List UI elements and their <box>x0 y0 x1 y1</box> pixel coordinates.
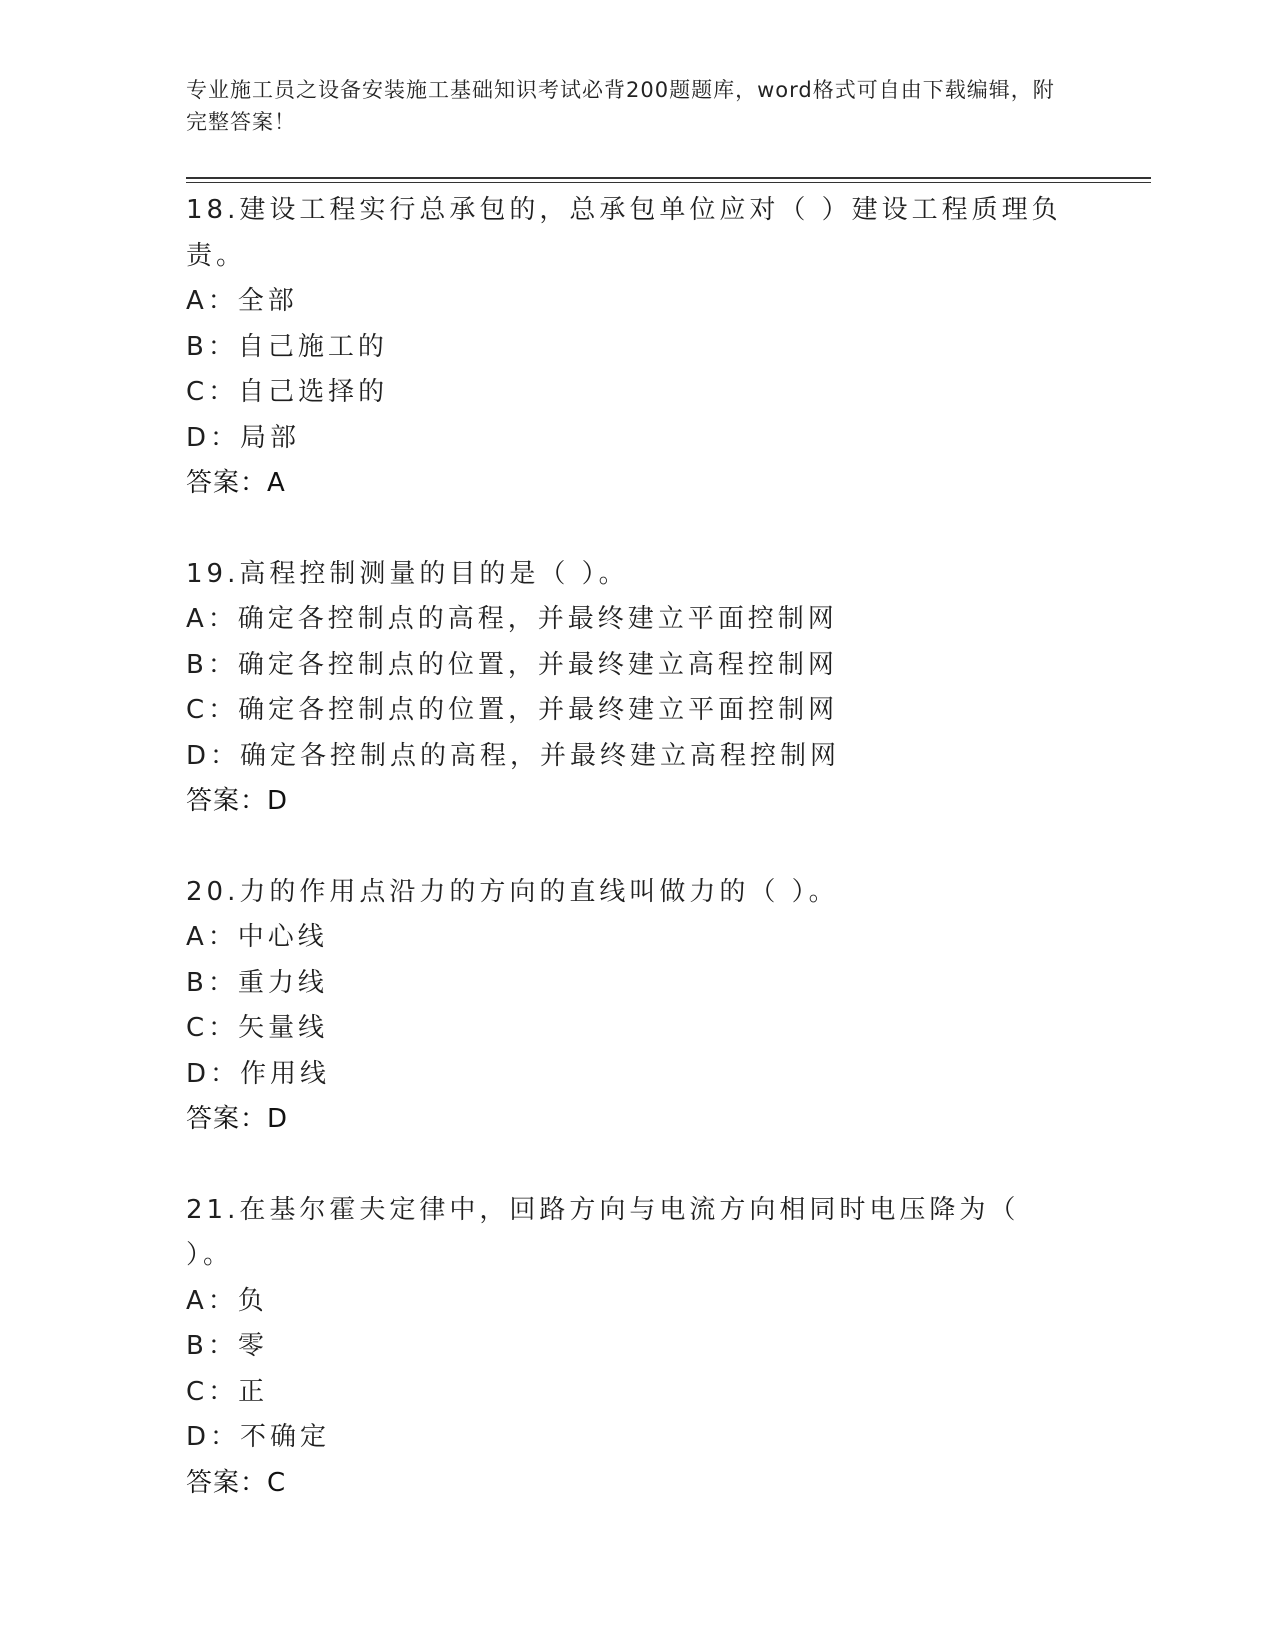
answer-value: C <box>267 1467 287 1498</box>
option-d: D：局部 <box>186 422 301 453</box>
answer-label: 答案： <box>186 1467 268 1498</box>
option-a: A：中心线 <box>186 922 328 952</box>
answer-line <box>186 779 1086 825</box>
question-stem: 18.建设工程实行总承包的，总承包单位应对（ ）建设工程质理负责。 <box>186 195 1062 271</box>
answer-label: 答案： <box>186 468 268 498</box>
answer-value: D <box>267 1104 289 1134</box>
option-d: D：作用线 <box>186 1058 331 1089</box>
question-21 <box>186 1188 1086 1507</box>
answer-label: 答案： <box>186 786 268 816</box>
answer-line <box>186 1097 1086 1143</box>
option-c: C：矢量线 <box>186 1013 329 1043</box>
answer-value: D <box>267 786 289 816</box>
option-b: B：自己施工的 <box>186 331 388 362</box>
answer-value: A <box>267 468 286 498</box>
option-a: A：确定各控制点的高程，并最终建立平面控制网 <box>186 604 838 634</box>
option-a: A：全部 <box>186 286 298 316</box>
question-18 <box>186 188 1086 507</box>
option-b: B：零 <box>186 1331 268 1361</box>
question-list <box>186 188 1086 1551</box>
option-c: C：正 <box>186 1376 269 1407</box>
option-c: C：自己选择的 <box>186 377 389 407</box>
question-stem: 19.高程控制测量的目的是（ ）。 <box>186 558 629 589</box>
header-rule-thick <box>186 177 1151 179</box>
question-19 <box>186 552 1086 825</box>
question-20 <box>186 870 1086 1143</box>
option-b: B：重力线 <box>186 967 328 998</box>
option-d: D：不确定 <box>186 1422 331 1452</box>
option-d: D：确定各控制点的高程，并最终建立高程控制网 <box>186 740 841 771</box>
answer-line <box>186 1461 1086 1507</box>
option-b: B：确定各控制点的位置，并最终建立高程控制网 <box>186 649 838 680</box>
document-header: 专业施工员之设备安装施工基础知识考试必背200题题库，word格式可自由下载编辑，附完整答案！ <box>186 78 1055 134</box>
question-stem: 20.力的作用点沿力的方向的直线叫做力的（ ）。 <box>186 876 839 907</box>
question-stem: 21.在基尔霍夫定律中，回路方向与电流方向相同时电压降为（ ）。 <box>186 1194 1032 1270</box>
option-a: A：负 <box>186 1285 268 1316</box>
answer-label: 答案： <box>186 1104 268 1134</box>
header-rule-thin <box>186 182 1151 183</box>
option-c: C：确定各控制点的位置，并最终建立平面控制网 <box>186 695 839 725</box>
answer-line <box>186 461 1086 507</box>
